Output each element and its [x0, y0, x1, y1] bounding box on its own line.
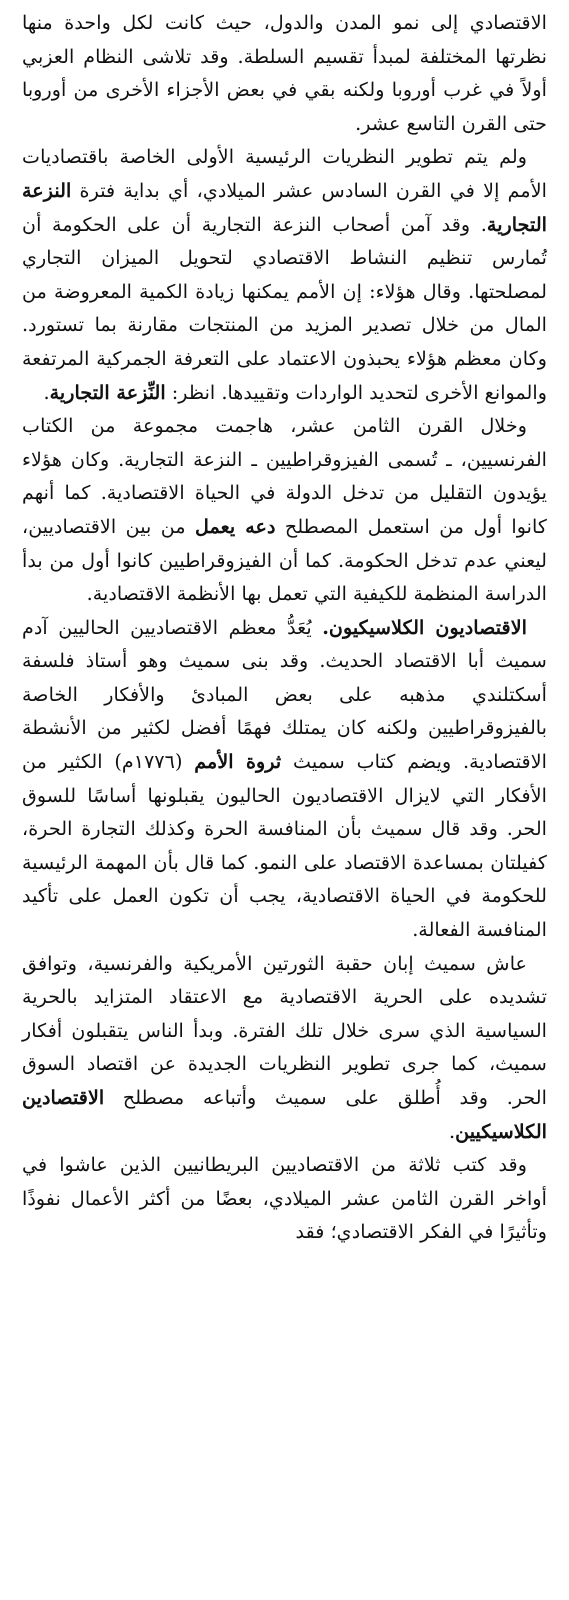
paragraph-5-text-c: .: [449, 1119, 456, 1143]
paragraph-6: وقد كتب ثلاثة من الاقتصاديين البريطانيين الذين عاشوا في أواخر القرن الثامن عشر الميلادي، بعضًا من أكثر الأعمال نفوذًا وتأثيرًا في الفكر الاقتصادي؛ فقد: [22, 1153, 547, 1244]
paragraph-4-text-d: (١٧٧٦م) الكثير من الأفكار التي لايزال الاقتصاديون الحاليون يقبلونها أساسًا للسوق الحر. وقد قال سميث بأن المنافسة الحرة وكذلك التجارة الحرة، كفيلتان بمساعدة الاقتصاد على النمو. كما قال بأن المهمة الرئيسية للحكومة في الحياة الاقتصادية، يجب أن تكون العمل على تأكيد المنافسة الفعالة.: [22, 750, 547, 942]
paragraph-2: [22, 140, 547, 409]
paragraph-5-text-a: عاش سميث إبان حقبة الثورتين الأمريكية والفرنسية، وتوافق تشديده على الحرية الاقتصادية مع الاعتقاد المتزايد بالحرية السياسية الذي سرى خلال تلك الفترة. وبدأ الناس يتقبلون أفكار سميث، كما جرى تطوير النظريات الجديدة عن اقتصاد السوق الحر. وقد أُطلق على سميث وأتباعه مصطلح: [22, 951, 547, 1109]
paragraph-2-text-c: . وقد آمن أصحاب النزعة التجارية أن على الحكومة أن تُمارس تنظيم النشاط الاقتصادي لتحويل الميزان التجاري لمصلحتها. وقال هؤلاء: إن الأمم يمكنها زيادة الكمية المعروضة من المال من خلال تصدير المزيد من المنتجات مقارنة بما تستورد. وكان معظم هؤلاء يحبذون الاعتماد على التعرفة الجمركية المرتفعة والموانع الأخرى لتحديد الواردات وتقييدها. انظر:: [22, 212, 547, 404]
paragraph-3: [22, 409, 547, 611]
paragraph-4-text-b: يُعَدُّ معظم الاقتصاديين الحاليين آدم سميث أبا الاقتصاد الحديث. وقد بنى سميث وهو أستاذ فلسفة أسكتلندي مذهبه على بعض المبادئ والأفكار الخاصة بالفيزوقراطيين ولكنه كان يمتلك فهمًا أفضل لكثير من الأنشطة الاقتصادية. ويضم كتاب سميث: [22, 615, 547, 774]
section-heading-classical-economists: الاقتصاديون الكلاسيكيون.: [322, 615, 528, 639]
paragraph-1: الاقتصادي إلى نمو المدن والدول، حيث كانت لكل واحدة منها نظرتها المختلفة لمبدأ تقسيم السلطة. وقد تلاشى النظام العزبي أولاً في غرب أوروبا ولكنه بقي في بعض الأجزاء الأخرى من أوروبا حتى القرن التاسع عشر.: [22, 11, 547, 135]
paragraph-3-text-a: وخلال القرن الثامن عشر، هاجمت مجموعة من الكتاب الفرنسيين، ـ تُسمى الفيزوقراطيين ـ النزعة التجارية. وكان هؤلاء يؤيدون التقليل من تدخل الدولة في الحياة الاقتصادية. كما أنهم كانوا أول من استعمل المصطلح: [22, 414, 547, 538]
paragraph-2-text-e: .: [43, 380, 50, 404]
book-title-wealth-of-nations: ثروة الأمم: [194, 750, 282, 774]
paragraph-5: [22, 947, 547, 1149]
paragraph-2-text-a: ولم يتم تطوير النظريات الرئيسية الأولى الخاصة باقتصاديات الأمم إلا في القرن السادس عشر الميلادي، أي بداية فترة: [22, 145, 547, 202]
term-laissez-faire: دعه يعمل: [195, 514, 276, 538]
paragraph-4: [22, 611, 547, 947]
term-classical-economists: الاقتصادين الكلاسيكيين: [22, 1086, 547, 1143]
term-mercantilism: النزعة التجارية: [22, 178, 547, 236]
paragraph-3-text-c: من بين الاقتصاديين، ليعني عدم تدخل الحكومة. كما أن الفيزوقراطيين كانوا أول من بدأ الدراسة المنظمة للكيفية التي تعمل بها الأنظمة الاقتصادية.: [22, 514, 547, 606]
see-also-mercantilism: النِّزعة التجارية: [49, 380, 166, 404]
